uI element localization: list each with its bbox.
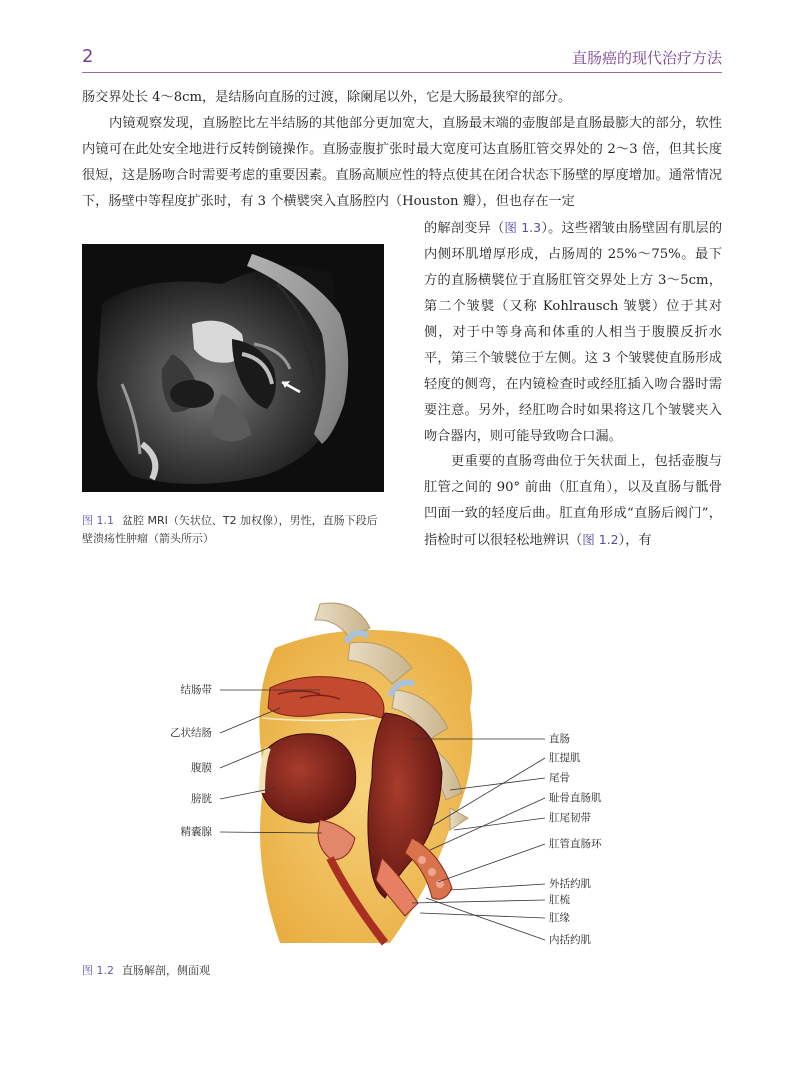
- label-sigmoid-colon: 乙状结肠: [170, 727, 212, 739]
- label-pecten: 肛梳: [549, 894, 570, 906]
- paragraph-3-text-a: 更重要的直肠弯曲位于矢状面上，包括壶腹与肛管之间的 90° 前曲（肛直角），以及直肠与骶骨凹面一致的轻度后曲。肛直角形成“直肠后阀门”，指检时可以很轻松地辨识（: [424, 454, 722, 548]
- label-anococcygeal-ligament: 肛尾韧带: [549, 812, 591, 824]
- paragraph-2-text-c: ）。这些褶皱由肠壁固有肌层的内侧环肌增厚形成，占肠周的 25%～75%。最下方的直肠横襞位于直肠肛管交界处上方 3～5cm，第二个皱襞（又称 Kohlrausch 皱襞）位于其对侧，对于中等身高和体重的人相当于腹膜反折水平，第三个皱襞位于左侧。这 3 个皱襞使直肠形成轻度的侧弯，在内镜检查时或经肛插入吻合器时需要注意。另外，经肛吻合时如果将这几个皱襞夹入吻合器内，则可能导致吻合口漏。: [424, 221, 723, 444]
- mri-image: [82, 244, 384, 492]
- figure-1-2-text: 直肠解剖，侧面观: [122, 964, 210, 977]
- label-seminal-vesicle: 精囊腺: [180, 826, 212, 838]
- header-divider: [82, 72, 722, 73]
- figure-1-2-number: 图 1.2: [82, 964, 114, 977]
- figure-1-1-number: 图 1.1: [82, 514, 114, 527]
- running-title: 直肠癌的现代治疗方法: [571, 49, 722, 67]
- paragraph-2-continued: [424, 215, 722, 450]
- label-internal-sphincter: 内括约肌: [549, 934, 591, 946]
- paragraph-3-text-b: ），有: [618, 533, 652, 548]
- label-external-sphincter: 外括约肌: [549, 878, 591, 890]
- paragraph-1: 肠交界处长 4～8cm，是结肠向直肠的过渡，除阑尾以外，它是大肠最狭窄的部分。: [82, 90, 572, 105]
- mri-illustration: [82, 244, 384, 492]
- paragraph-3: [424, 449, 722, 554]
- rectum-anatomy-illustration: [150, 598, 650, 958]
- label-taenia-coli: 结肠带: [180, 684, 212, 696]
- figure-1-2-caption: [82, 962, 482, 980]
- figure-1-2-link[interactable]: 图 1.2: [582, 532, 619, 547]
- label-peritoneum: 腹膜: [191, 762, 212, 774]
- label-rectum: 直肠: [549, 733, 570, 745]
- paragraph-2-text-b: 的解剖变异（: [424, 221, 505, 236]
- figure-1-3-link[interactable]: 图 1.3: [504, 220, 542, 235]
- label-coccyx: 尾骨: [549, 772, 570, 784]
- figure-1-1-text: 盆腔 MRI（矢状位、T2 加权像），男性，直肠下段后壁溃疡性肿瘤（箭头所示）: [82, 514, 378, 545]
- label-anorectal-ring: 肛管直肠环: [549, 838, 602, 850]
- page-number: 2: [82, 46, 94, 67]
- label-levator-ani: 肛提肌: [549, 752, 581, 764]
- figure-1-1-caption: [82, 512, 382, 548]
- label-puborectalis: 耻骨直肠肌: [549, 792, 602, 804]
- paragraph-2: 内镜观察发现，直肠腔比左半结肠的其他部分更加宽大，直肠最末端的壶腹部是直肠最膨大的部分，软性内镜可在此处安全地进行反转倒镜操作。直肠壶腹扩张时最大宽度可达直肠肛管交界处的 2～3 倍，但其长度很短，这是肠吻合时需要考虑的重要因素。直肠高顺应性的特点使其在闭合状态下肠壁的厚度增加。通常情况下，肠壁中等程度扩张时，有 3 个横襞突入直肠腔内（Houston 瓣），但也存在一定: [82, 116, 722, 209]
- label-bladder: 膀胱: [191, 793, 212, 805]
- anatomy-drawing: [150, 598, 650, 958]
- label-anal-verge: 肛缘: [549, 912, 570, 924]
